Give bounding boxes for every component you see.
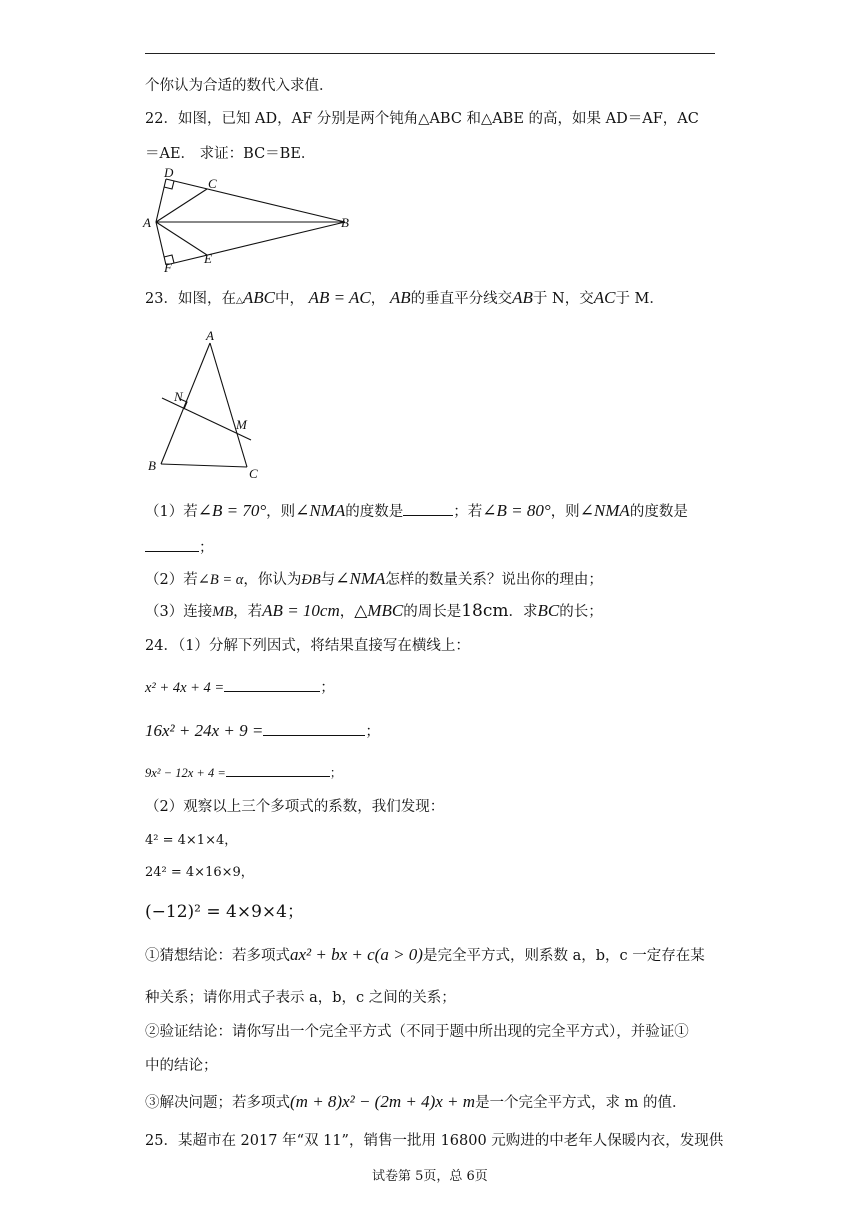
answer-blank[interactable] xyxy=(224,677,320,692)
q22-label-A: A xyxy=(143,215,151,230)
q24-formula-3: 9x² − 12x + 4 = ； xyxy=(145,762,342,781)
q24-conjecture-line1: ①猜想结论：若多项式ax² + bx + c(a > 0)是完全平方式，则系数 a，b，c 一定存在某 xyxy=(145,945,705,964)
q23-stem: 23．如图，在△ABC中， AB = AC， AB的垂直平分线交AB于 N，交AC于 M． xyxy=(145,288,664,307)
q23-figure xyxy=(140,325,270,483)
q24-formula-1: x² + 4x + 4 = ； xyxy=(145,676,335,697)
q22-line2: ＝AE． 求证：BC＝BE． xyxy=(145,146,316,162)
q23-part1-cont: ； xyxy=(145,536,214,557)
q22-line1: 22．如图，已知 AD，AF 分别是两个钝角△ABC 和△ABE 的高，如果 AD＝AF，AC xyxy=(145,111,699,127)
answer-blank[interactable] xyxy=(145,537,199,552)
answer-blank[interactable] xyxy=(226,762,330,777)
q24-relation-3: (−12)² = 4×9×4； xyxy=(145,902,304,922)
prev-question-tail: 个你认为合适的数代入求值． xyxy=(145,78,334,94)
q24-formula-2: 16x² + 24x + 9 = ； xyxy=(145,721,380,740)
q24-verify-line1: ②验证结论：请你写出一个完全平方式（不同于题中所出现的完全平方式），并验证① xyxy=(145,1024,689,1040)
answer-blank[interactable] xyxy=(403,501,453,516)
q24-relation-1: 4² = 4×1×4， xyxy=(145,833,238,848)
q22-label-F: F xyxy=(164,260,172,275)
q25-line1: 25．某超市在 2017 年“双 11”，销售一批用 16800 元购进的中老年人保暖内衣，发现供 xyxy=(145,1133,724,1149)
q23-part3: （3）连接MB，若AB = 10cm，△MBC的周长是18cm．求BC的长； xyxy=(145,601,603,621)
q23-label-N: N xyxy=(174,389,183,404)
header-rule xyxy=(145,53,715,54)
q24-relation-2: 24² = 4×16×9， xyxy=(145,865,254,880)
q22-label-C: C xyxy=(208,176,217,191)
q22-label-E: E xyxy=(204,251,212,266)
page-footer: 试卷第 5页，总 6页 xyxy=(372,1169,488,1184)
q24-observe: （2）观察以上三个多项式的系数，我们发现： xyxy=(145,799,445,815)
q22-label-D: D xyxy=(164,165,174,180)
q22-figure xyxy=(140,165,360,277)
q23-label-B: B xyxy=(148,458,156,473)
q22-label-B: B xyxy=(341,215,349,230)
answer-blank[interactable] xyxy=(263,721,365,736)
q23-label-C: C xyxy=(249,466,258,481)
q24-solve: ③解决问题；若多项式(m + 8)x² − (2m + 4)x + m是一个完全平方式，求 m 的值． xyxy=(145,1092,687,1111)
q24-verify-line2: 中的结论； xyxy=(145,1058,218,1074)
q24-head: 24．（1）分解下列因式，将结果直接写在横线上： xyxy=(145,638,470,654)
q24-conjecture-line2: 种关系；请你用式子表示 a，b，c 之间的关系； xyxy=(145,990,456,1006)
q23-part2: （2）若∠B = α，你认为ÐB与∠NMA怎样的数量关系？说出你的理由； xyxy=(145,569,603,588)
q23-part1: （1）若∠B = 70°，则∠NMA的度数是 ；若∠B = 80°，则∠NMA的度数是 xyxy=(145,501,688,520)
q23-label-M: M xyxy=(236,417,247,432)
q23-label-A: A xyxy=(206,328,214,343)
